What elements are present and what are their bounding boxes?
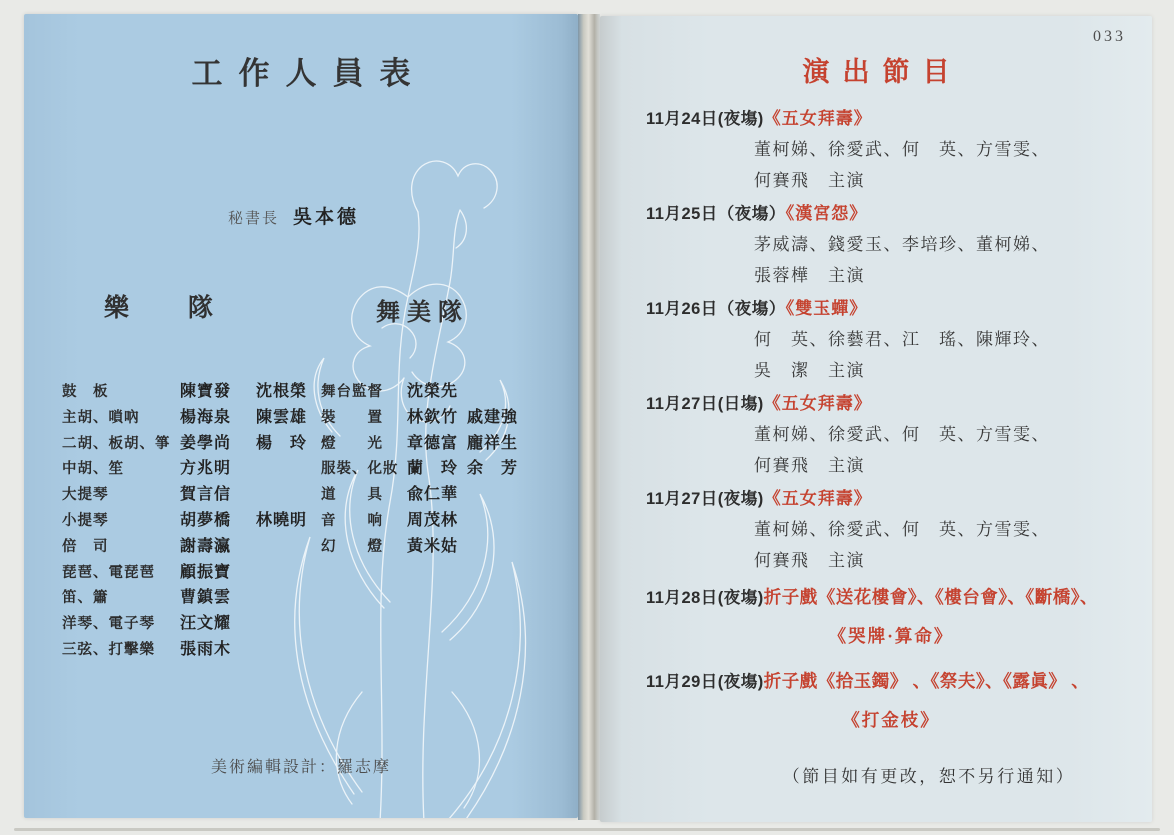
table-row xyxy=(62,636,313,662)
staff-name: 兪仁華 xyxy=(407,486,459,504)
entry-line: 吳 潔 主演 xyxy=(754,360,865,380)
table-row xyxy=(62,481,313,507)
table-row xyxy=(62,404,313,430)
entry-play-title: 《雙玉蟬》 xyxy=(785,299,868,318)
entry-line: 茅威濤、錢愛玉、李培珍、董柯娣、 xyxy=(754,235,1050,254)
entry-line: 董柯娣、徐愛武、何 英、方雪雯、 xyxy=(754,140,1050,159)
staff-name: 姜學尚 xyxy=(180,434,232,452)
table-row xyxy=(321,455,524,481)
entry-date: 11月24日(夜塲) xyxy=(646,110,764,128)
designer-credit: 美術編輯設計：羅志摩 xyxy=(210,759,391,776)
entry-date: 11月28日(夜塲) xyxy=(646,589,764,607)
entry-line: 董柯娣、徐愛武、何 英、方雪雯、 xyxy=(754,520,1050,539)
staff-role: 幻 燈 xyxy=(321,538,383,555)
staff-name: 章德富 xyxy=(407,434,459,452)
table-row xyxy=(62,507,313,533)
stage-crew-section-header: 舞美隊 xyxy=(376,299,469,326)
page-title: 演出節目 xyxy=(802,57,963,87)
secretary-line xyxy=(228,202,359,229)
staff-name: 戚建強 xyxy=(467,408,519,426)
entry-head xyxy=(646,294,1136,325)
entry-head xyxy=(646,484,1136,515)
staff-role: 中胡、笙 xyxy=(62,461,124,478)
program-entry xyxy=(646,199,1136,291)
staff-role: 音 响 xyxy=(321,512,383,529)
entry-date: 11月26日（夜塲） xyxy=(646,300,786,318)
table-row xyxy=(62,584,313,610)
staff-name: 胡夢橋 xyxy=(180,511,232,529)
table-row xyxy=(62,559,313,585)
staff-role: 舞台監督 xyxy=(321,384,383,400)
staff-role: 鼓 板 xyxy=(62,384,109,400)
entry-date: 11月29日(夜塲) xyxy=(646,673,764,691)
program-page xyxy=(600,16,1152,822)
entry-line: 董柯娣、徐愛武、何 英、方雪雯、 xyxy=(754,425,1050,444)
program-list xyxy=(600,104,1152,750)
entry-play-title: 《五女拜壽》 xyxy=(763,109,872,128)
staff-role: 小提琴 xyxy=(62,512,109,529)
page-title: 工作人員表 xyxy=(191,56,427,91)
staff-role: 主胡、嗩吶 xyxy=(62,409,140,426)
entry-play-title: 折子戲《送花樓會》、《樓台會》、《斷橋》、 xyxy=(763,587,1099,607)
entry-head xyxy=(646,389,1136,420)
staff-name: 曹鎮雲 xyxy=(180,589,232,607)
entry-line: 《哭牌·算命》 xyxy=(828,626,954,646)
program-entry xyxy=(646,582,1136,658)
entry-head xyxy=(646,199,1136,230)
table-row xyxy=(321,378,524,404)
staff-list-page xyxy=(24,14,578,818)
table-row xyxy=(62,430,313,456)
staff-role: 大提琴 xyxy=(62,487,109,504)
staff-name: 龐祥生 xyxy=(467,434,519,452)
entry-date: 11月25日（夜塲） xyxy=(646,205,786,223)
staff-role: 道 具 xyxy=(321,487,383,504)
entry-line: 張蓉樺 主演 xyxy=(754,265,865,285)
staff-role: 笛、簫 xyxy=(62,590,109,607)
entry-line: 何賽飛 主演 xyxy=(754,170,865,190)
entry-head xyxy=(646,666,1136,698)
program-entry xyxy=(646,389,1136,481)
staff-name: 林欽竹 xyxy=(407,408,459,426)
table-row xyxy=(321,481,524,507)
table-row xyxy=(62,455,313,481)
secretary-label: 秘書長 xyxy=(228,210,280,227)
program-entry xyxy=(646,484,1136,576)
staff-name: 陳寶發 xyxy=(180,383,232,400)
entry-play-title: 《漢宮怨》 xyxy=(785,204,868,223)
band-section-header: 樂 隊 xyxy=(104,294,239,322)
staff-role: 三弦、打擊樂 xyxy=(62,641,155,658)
entry-play-title: 折子戲《拾玉鐲》 、《祭夫》、《露眞》 、 xyxy=(763,671,1090,691)
staff-name: 楊海泉 xyxy=(180,408,232,426)
staff-name: 沈榮先 xyxy=(407,383,459,400)
staff-name: 汪文耀 xyxy=(180,615,232,633)
secretary-name: 吳本德 xyxy=(293,207,360,228)
table-row xyxy=(62,533,313,559)
staff-name: 周茂林 xyxy=(407,511,459,529)
staff-name: 謝壽瀛 xyxy=(180,537,232,555)
entry-head xyxy=(646,104,1136,135)
table-row xyxy=(62,610,313,636)
entry-head xyxy=(646,582,1136,614)
scan-edge-shadow xyxy=(14,828,1160,831)
staff-name: 張雨木 xyxy=(180,640,232,658)
table-row xyxy=(321,404,524,430)
staff-role: 燈 光 xyxy=(321,435,383,452)
program-change-note: （節目如有更改，恕不另行通知） xyxy=(782,767,1076,786)
table-row xyxy=(321,533,524,559)
entry-line: 何賽飛 主演 xyxy=(754,550,865,570)
staff-name: 賀言信 xyxy=(180,486,232,504)
entry-line: 何賽飛 主演 xyxy=(754,455,865,475)
staff-name: 陳雲雄 xyxy=(256,408,308,426)
entry-date: 11月27日(日塲) xyxy=(646,395,764,413)
entry-date: 11月27日(夜塲) xyxy=(646,490,764,508)
table-row xyxy=(321,507,524,533)
staff-name: 黃米姑 xyxy=(407,537,459,555)
staff-name: 楊 玲 xyxy=(256,434,308,452)
staff-name: 余 芳 xyxy=(467,460,519,478)
stage-crew-table xyxy=(321,378,524,559)
page-number: 033 xyxy=(1093,28,1126,45)
entry-play-title: 《五女拜壽》 xyxy=(763,394,872,413)
staff-role: 服裝、化妝 xyxy=(321,461,399,478)
staff-role: 裝 置 xyxy=(321,409,383,426)
staff-role: 二胡、板胡、箏 xyxy=(62,435,171,452)
staff-name: 方兆明 xyxy=(180,460,232,478)
staff-name: 林曉明 xyxy=(256,511,308,529)
band-staff-table xyxy=(62,378,313,662)
staff-name: 顧振寶 xyxy=(180,563,232,581)
staff-role: 洋琴、電子琴 xyxy=(62,616,155,633)
entry-line: 何 英、徐藝君、江 瑤、陳輝玲、 xyxy=(754,330,1050,349)
staff-name: 蘭 玲 xyxy=(407,460,459,478)
staff-role: 倍 司 xyxy=(62,538,109,555)
program-entry xyxy=(646,294,1136,386)
entry-line: 《打金枝》 xyxy=(842,710,940,730)
staff-name: 沈根榮 xyxy=(256,383,308,400)
program-entry xyxy=(646,104,1136,196)
table-row xyxy=(321,430,524,456)
program-entry xyxy=(646,666,1136,742)
entry-play-title: 《五女拜壽》 xyxy=(763,489,872,508)
staff-role: 琵琶、電琵琶 xyxy=(62,564,155,581)
table-row xyxy=(62,378,313,404)
book-spine xyxy=(578,14,600,820)
